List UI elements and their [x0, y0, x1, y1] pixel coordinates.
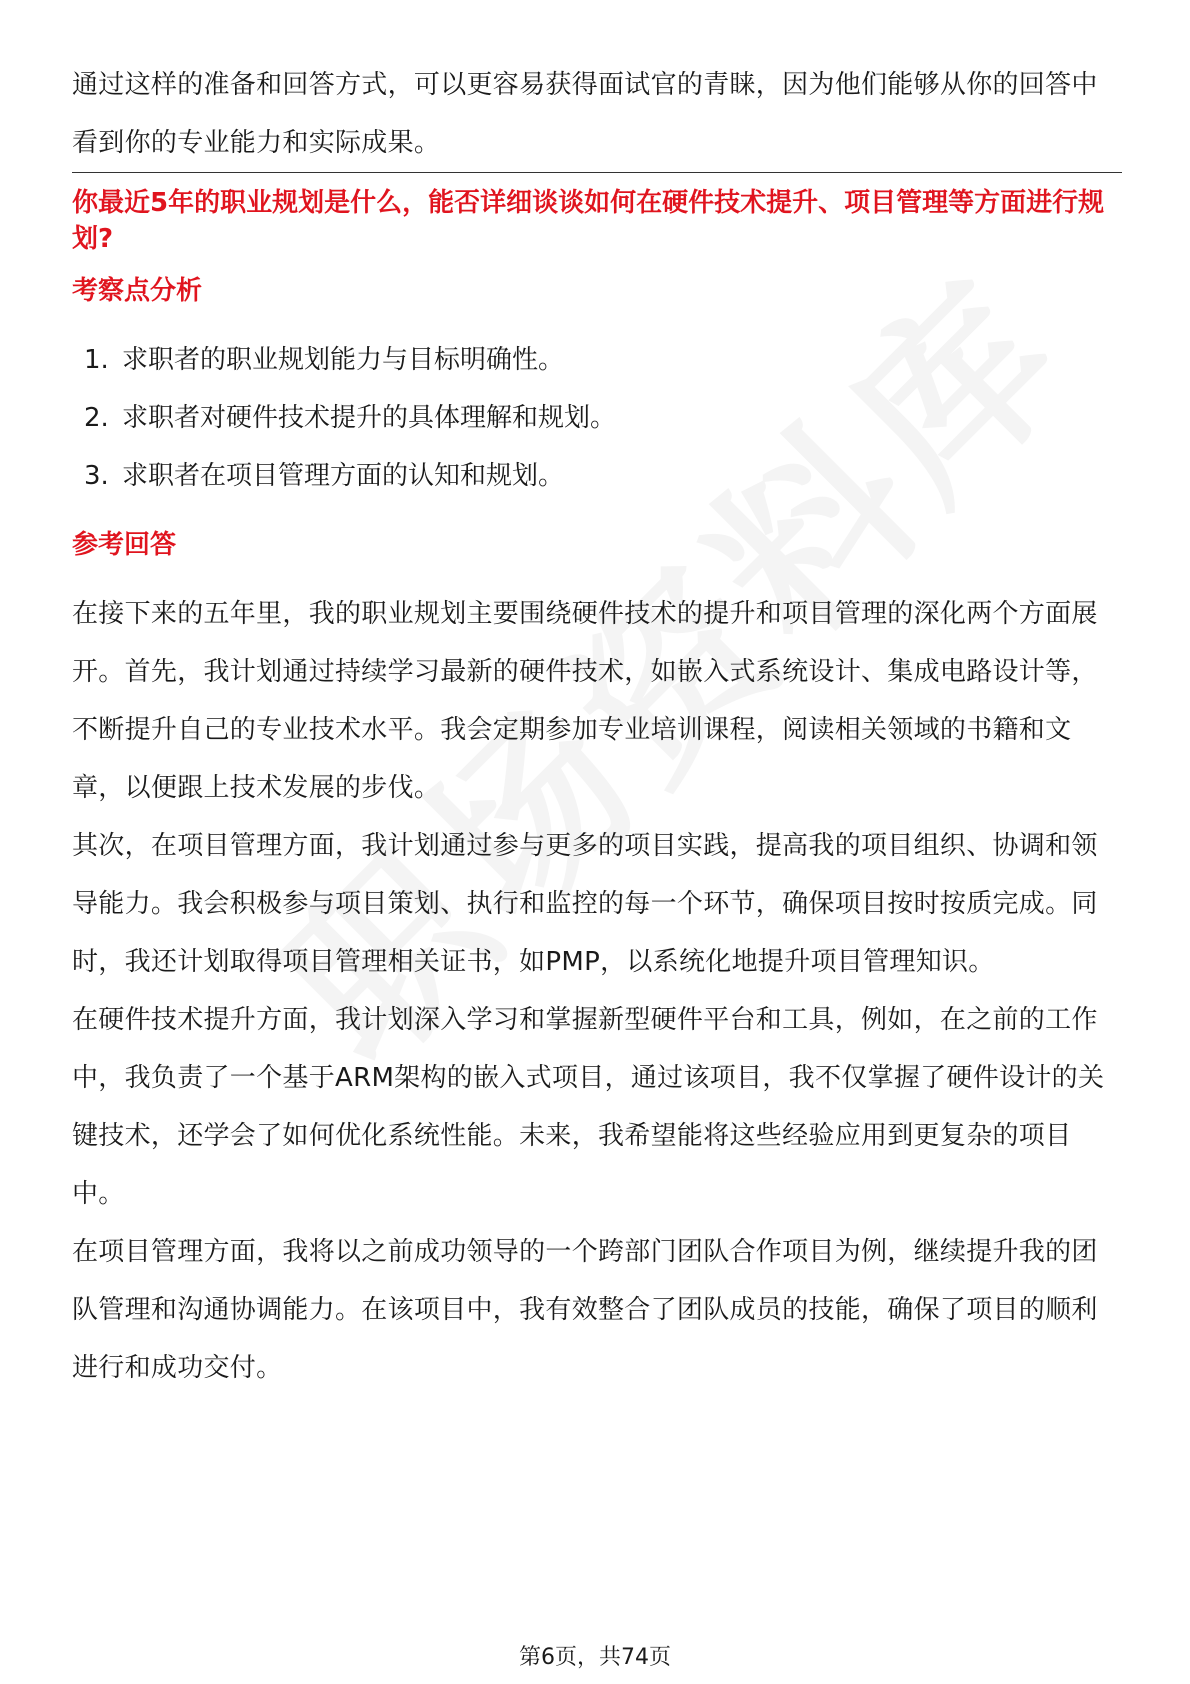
list-item-number: 1.	[84, 345, 109, 375]
answer-paragraph: 其次，在项目管理方面，我计划通过参与更多的项目实践，提高我的项目组织、协调和领导能力。我会积极参与项目策划、执行和监控的每一个环节，确保项目按时按质完成。同时，我还计划取得项目管理相关证书，如PMP，以系统化地提升项目管理知识。	[72, 831, 1098, 977]
page-content	[72, 56, 1122, 1397]
answer-paragraph: 在硬件技术提升方面，我计划深入学习和掌握新型硬件平台和工具，例如，在之前的工作中，我负责了一个基于ARM架构的嵌入式项目，通过该项目，我不仅掌握了硬件设计的关键技术，还学会了如何优化系统性能。未来，我希望能将这些经验应用到更复杂的项目中。	[72, 1005, 1105, 1209]
page-number: 第6页，共74页	[519, 1645, 671, 1670]
answer-paragraph: 在接下来的五年里，我的职业规划主要围绕硬件技术的提升和项目管理的深化两个方面展开。首先，我计划通过持续学习最新的硬件技术，如嵌入式系统设计、集成电路设计等，不断提升自己的专业技术水平。我会定期参加专业培训课程，阅读相关领域的书籍和文章，以便跟上技术发展的步伐。	[72, 599, 1098, 803]
intro-paragraph: 通过这样的准备和回答方式，可以更容易获得面试官的青睐，因为他们能够从你的回答中看到你的专业能力和实际成果。	[72, 70, 1098, 158]
section-divider	[72, 172, 1122, 173]
list-item-text: 求职者的职业规划能力与目标明确性。	[122, 345, 565, 375]
list-item-text: 求职者对硬件技术提升的具体理解和规划。	[122, 403, 617, 433]
analysis-list	[72, 331, 1122, 505]
answer-heading: 参考回答	[72, 530, 177, 560]
list-item-text: 求职者在项目管理方面的认知和规划。	[122, 461, 565, 491]
analysis-heading: 考察点分析	[72, 276, 203, 306]
list-item	[72, 331, 1122, 389]
list-item-number: 3.	[84, 461, 109, 491]
list-item	[72, 447, 1122, 505]
list-item	[72, 389, 1122, 447]
question-title: 你最近5年的职业规划是什么，能否详细谈谈如何在硬件技术提升、项目管理等方面进行规划?	[72, 188, 1105, 254]
answer-paragraph: 在项目管理方面，我将以之前成功领导的一个跨部门团队合作项目为例，继续提升我的团队管理和沟通协调能力。在该项目中，我有效整合了团队成员的技能，确保了项目的顺利进行和成功交付。	[72, 1237, 1098, 1383]
list-item-number: 2.	[84, 403, 109, 433]
